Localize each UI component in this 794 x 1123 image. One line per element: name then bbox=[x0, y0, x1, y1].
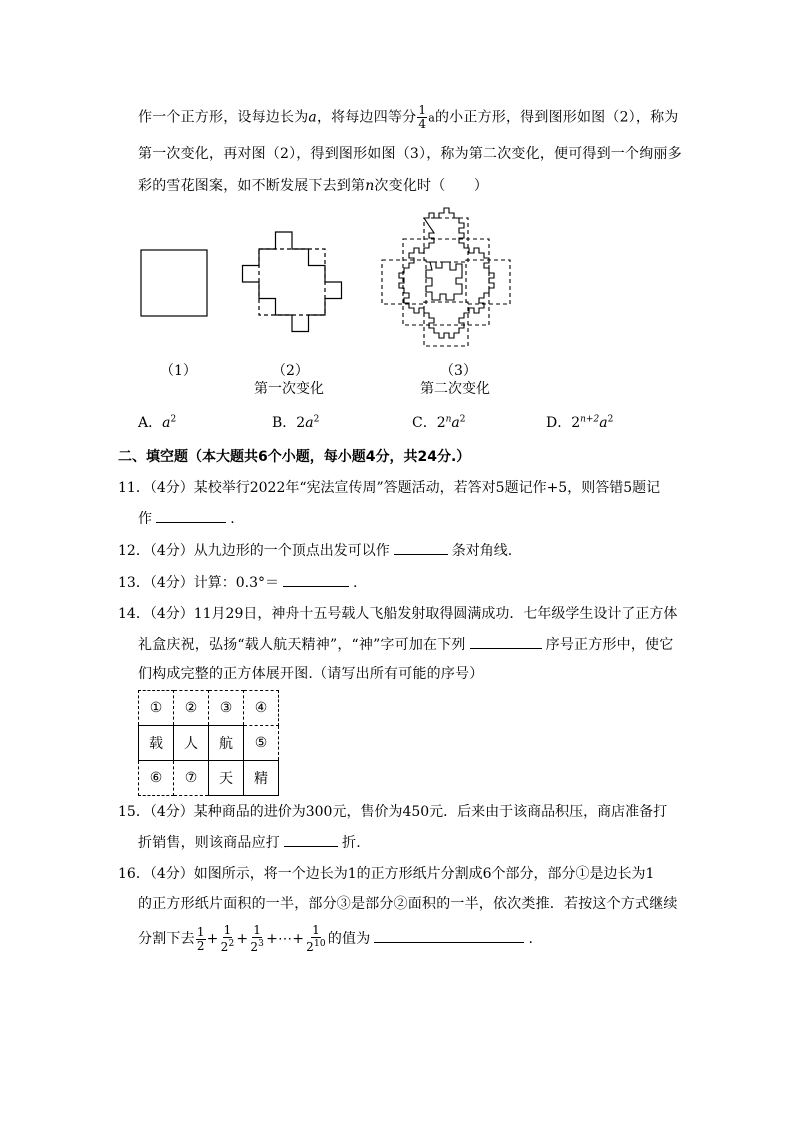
denominator-exponent: 2 bbox=[228, 939, 235, 949]
q13-text-end: . bbox=[353, 575, 358, 591]
fraction-denominator: 2 bbox=[196, 938, 205, 953]
net-cell-3: ③ bbox=[209, 691, 244, 726]
fraction-denominator bbox=[305, 938, 327, 954]
net-cell-2: ② bbox=[174, 691, 209, 726]
q11-text: 作 bbox=[138, 511, 153, 527]
choice-d-exponent-n: n+2 bbox=[580, 414, 600, 425]
q15-line-2 bbox=[138, 832, 361, 853]
choice-d-base: a bbox=[599, 415, 608, 431]
q13 bbox=[118, 572, 357, 593]
choice-a-label: A． bbox=[138, 415, 163, 431]
net-cell-4: ④ bbox=[244, 691, 279, 726]
choice-d[interactable] bbox=[546, 412, 613, 432]
q12 bbox=[118, 540, 512, 561]
variable-n: n bbox=[365, 178, 375, 194]
choice-b-label: B．2 bbox=[272, 415, 306, 431]
choice-c-base: a bbox=[451, 415, 460, 431]
q16-line-1: 16．（4分）如图所示，将一个边长为1的正方形纸片分割成6个部分，部分①是边长为1 bbox=[118, 866, 655, 882]
snowflake-figures bbox=[0, 200, 560, 360]
fraction-denominator bbox=[249, 938, 265, 954]
q14-text: 序号正方形中，使它 bbox=[545, 637, 674, 653]
fraction-numerator: 1 bbox=[418, 103, 427, 117]
net-cell-jing: 精 bbox=[244, 761, 279, 796]
q15-answer-blank[interactable] bbox=[284, 832, 338, 847]
q14-line-1: 14．（4分）11月29日，神舟十五号载人飞船发射取得圆满成功．七年级学生设计了正方体 bbox=[118, 606, 678, 622]
choice-c[interactable] bbox=[412, 412, 466, 432]
q15-text: 折销售，则该商品应打 bbox=[138, 835, 280, 851]
q16-answer-blank[interactable] bbox=[374, 928, 524, 943]
net-cell-5: ⑤ bbox=[244, 726, 279, 761]
q16-text: 分割下去 bbox=[138, 931, 195, 947]
net-cell-1: ① bbox=[139, 691, 174, 726]
intro-text: 彩的雪花图案，如不断发展下去到第 bbox=[138, 178, 366, 194]
q15-text-end: 折. bbox=[342, 835, 361, 851]
figure-1-square bbox=[141, 250, 207, 316]
q14-text: 礼盒庆祝，弘扬“载人航天精神”，“神”字可加在下列 bbox=[138, 637, 466, 653]
intro-line-2: 第一次变化，再对图（2），得到图形如图（3），称为第二次变化，便可得到一个绚丽多 bbox=[138, 146, 682, 162]
q15-line-1: 15．（4分）某种商品的进价为300元，售价为450元．后来由于该商品积压，商店准备打 bbox=[118, 804, 668, 820]
fraction-1-over-2-tenth bbox=[305, 924, 327, 954]
q12-text: 12．（4分）从九边形的一个顶点出发可以作 bbox=[118, 543, 390, 559]
fraction-numerator: 1 bbox=[312, 923, 320, 937]
net-cell-tian: 天 bbox=[209, 761, 244, 796]
denominator-base: 2 bbox=[250, 940, 259, 954]
fraction-1-over-2-squared bbox=[220, 924, 236, 954]
q11-answer-blank[interactable] bbox=[156, 508, 226, 523]
figure-3-second-change bbox=[382, 208, 510, 346]
fraction-numerator: 1 bbox=[223, 923, 232, 937]
choice-b[interactable] bbox=[272, 412, 319, 432]
ellipsis-plus: +⋯+ bbox=[266, 931, 305, 947]
intro-text: ，将每边四等分 bbox=[316, 109, 417, 126]
figure-2-caption: 第一次变化 bbox=[254, 381, 324, 397]
fraction-1-over-2-cubed bbox=[249, 924, 265, 954]
q16-line-3: 分割下去 $\frac{1}{2}$ + $\frac{1}{2^2}$ + $\frac{1}{2^3}$ +⋯+ $\frac{1}{2^{10}}$ 的值为 . bbox=[138, 923, 534, 954]
intro-text: 的小正方形，得到图形如图（2），称为 bbox=[434, 109, 679, 126]
choice-c-exponent-n: n bbox=[445, 414, 452, 425]
q11-line-1: 11．（4分）某校举行2022年“宪法宣传周”答题活动，若答对5题记作+5，则答错5题记 bbox=[118, 480, 661, 496]
net-cell-6: ⑥ bbox=[139, 761, 174, 796]
q11-text-end: . bbox=[230, 511, 235, 527]
intro-text: 作一个正方形，设每边长为 bbox=[138, 109, 309, 126]
q11-line-2 bbox=[138, 508, 235, 529]
figure-2-label: （2） bbox=[272, 363, 309, 379]
fraction-denominator bbox=[220, 938, 236, 954]
variable-a-small: a bbox=[428, 111, 435, 125]
q16-line-2: 的正方形纸片面积的一半，部分③是部分②面积的一半，依次类推．若按这个方式继续 bbox=[138, 896, 678, 912]
fraction-denominator: 4 bbox=[418, 117, 427, 131]
fraction-one-quarter bbox=[417, 104, 427, 131]
figure-3-label: （3） bbox=[440, 363, 477, 379]
fraction-numerator: 1 bbox=[253, 923, 262, 937]
q16-text: 的值为 bbox=[327, 931, 371, 947]
intro-text: 次变化时（ ） bbox=[374, 178, 489, 194]
fraction-numerator: 1 bbox=[196, 924, 205, 939]
q14-line-3: 们构成完整的正方体展开图.（请写出所有可能的序号） bbox=[138, 666, 484, 682]
denominator-exponent: 10 bbox=[314, 939, 326, 949]
q14-line-2 bbox=[138, 634, 673, 655]
net-cell-zai: 载 bbox=[139, 726, 174, 761]
figure-3-caption: 第二次变化 bbox=[420, 381, 490, 397]
denominator-base: 2 bbox=[306, 940, 314, 954]
choice-a[interactable] bbox=[138, 412, 176, 432]
choice-d-exponent: 2 bbox=[607, 414, 614, 425]
fraction-1-over-2 bbox=[196, 926, 206, 953]
section-title: 二、填空题（本大题共6个小题，每小题4分，共24分.） bbox=[118, 449, 471, 465]
cube-net-grid bbox=[138, 690, 279, 796]
net-cell-hang: 航 bbox=[209, 726, 244, 761]
q13-text: 13．（4分）计算：0.3°＝ bbox=[118, 575, 279, 591]
intro-line-1 bbox=[138, 104, 678, 131]
choice-b-base: a bbox=[305, 415, 314, 431]
q14-answer-blank[interactable] bbox=[470, 634, 542, 649]
choice-d-label: D．2 bbox=[546, 415, 581, 431]
choice-b-exponent: 2 bbox=[313, 414, 320, 425]
denominator-exponent: 3 bbox=[258, 939, 265, 949]
figure-1-label: （1） bbox=[160, 363, 197, 379]
q12-answer-blank[interactable] bbox=[394, 540, 448, 555]
intro-line-3 bbox=[138, 176, 488, 196]
variable-a: a bbox=[308, 109, 317, 126]
q12-text-end: 条对角线. bbox=[451, 543, 513, 559]
net-cell-7: ⑦ bbox=[174, 761, 209, 796]
choice-a-base: a bbox=[162, 415, 171, 431]
q16-text-end: . bbox=[528, 931, 534, 947]
choice-a-exponent: 2 bbox=[170, 414, 177, 425]
denominator-base: 2 bbox=[220, 940, 229, 954]
net-cell-ren: 人 bbox=[174, 726, 209, 761]
figure-2-first-change bbox=[243, 232, 342, 332]
choice-c-exponent: 2 bbox=[459, 414, 466, 425]
q13-answer-blank[interactable] bbox=[283, 572, 349, 587]
choice-c-label: C．2 bbox=[412, 415, 446, 431]
